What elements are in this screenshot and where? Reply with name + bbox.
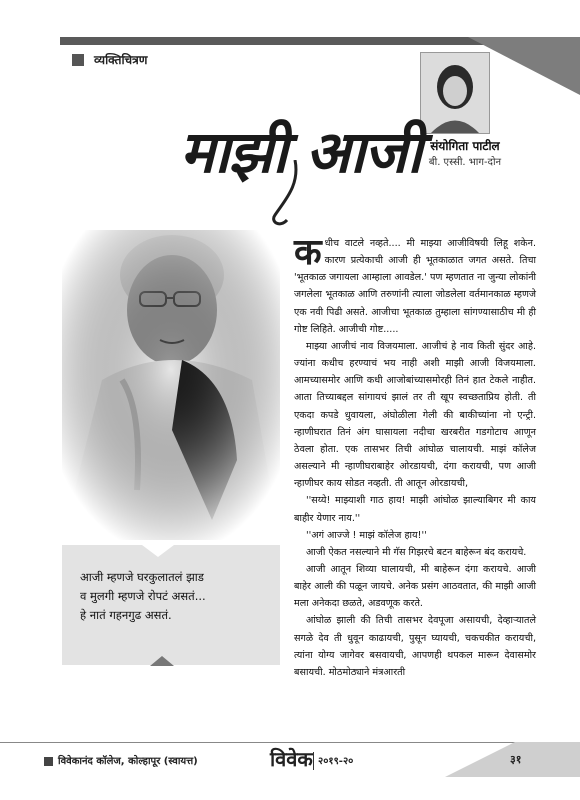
quote-notch-top: [142, 545, 174, 557]
article-paragraph: कधीच वाटले नव्हते.... मी माझ्या आजीविषयी लिहू शकेन. कारण प्रत्येकाची आजी ही भूतकाळात जगत असते. तिचा 'भूतकाळ जगायला आम्हाला आवडेल.' पण म्हणतात ना जुन्या लोकांनी जगलेला भूतकाळ आणि तरुणांनी त्याला जोडलेला वर्तमानकाळ म्हणजे एक नवी पिढी असते. आजीचा भूतकाळ तुम्हाला सांगण्यासाठीच मी ही गोष्ट लिहिते. आजीची गोष्ट.....: [294, 231, 536, 335]
pull-quote-line: व मुलगी म्हणजे रोपटं असतं...: [80, 589, 206, 603]
grandmother-portrait: [62, 230, 280, 540]
pull-quote-line: हे नातं गहनगुढ असतं.: [80, 608, 172, 622]
footer-masthead: विवेक: [270, 747, 313, 771]
article-title: माझी आजी: [180, 118, 422, 186]
article-paragraph: आजी ऐकत नसल्याने मी गॅस गिझरचे बटन बाहेरून बंद करायचे.: [306, 546, 527, 558]
title-swirl-ornament: [255, 160, 335, 230]
article-paragraph: आंघोळ झाली की तिची तासभर देवपूजा असायची, देव्हाऱ्यातले सगळे देव ती धुवून काढायची, पुसून घ्यायची, चकचकीत करायची, त्यांना योग्य जागेवर बसवायची, आपणही थपकल मारून देवासमोर बसायची. मोठमोठ्याने मंत्रआरती: [294, 615, 536, 678]
page-number: ३१: [510, 753, 522, 766]
footer-year: २०१९-२०: [318, 756, 354, 767]
section-square-icon: [72, 54, 84, 66]
grandmother-portrait-image: [62, 230, 280, 540]
footer-square-icon: [44, 757, 53, 766]
quote-notch-bottom: [150, 656, 174, 666]
section-header: [72, 50, 432, 70]
article-paragraph: माझ्या आजीचं नाव विजयमाला. आजीचं हे नाव किती सुंदर आहे. ज्यांना कधीच हरण्याचं भय नाही अशी माझी आजी विजयमाला. आमच्यासमोर आणि कधी आजोबांच्यासमोरही तिनं हात टेकले नाहीत. आता तिच्याबद्दल सांगायचं झालं तर ती खूप स्वच्छताप्रिय होती. ती एकदा कपडे धुवायला, अंघोळीला गेली की बाकीच्यांना नो एन्ट्री. न्हाणीघरात तिनं अंग घासायला नदीचा खरबरीत गडगोटाच आणून ठेवला होता. एक तासभर तिची आंघोळ चालायची. माझं कॉलेज असल्याने मी न्हाणीघराबाहेर ओरडायची, दंगा करायची, पण आजी न्हाणीघर काय सोडत नव्हती. ती आतून ओरडायची,: [294, 340, 536, 490]
author-photo: [420, 52, 490, 134]
article-paragraph: ''अगं आज्जे ! माझं कॉलेज हाय!'': [306, 529, 427, 541]
section-label: व्यक्तिचित्रण: [94, 53, 148, 67]
footer-college: विवेकानंद कॉलेज, कोल्हापूर (स्वायत्त): [58, 756, 198, 767]
pull-quote: [80, 568, 270, 625]
footer-corner-block: [515, 742, 580, 777]
author-class: बी. एस्सी. भाग-दोन: [428, 157, 502, 168]
article-paragraph: आजी आतून शिव्या घालायची, मी बाहेरून दंगा करायचे. आजी बाहेर आली की पळून जायचे. अनेक प्रसंग आठवतात, की माझी आजी मला अनेकदा छळते, अडवणूक करते.: [294, 563, 536, 610]
footer-separator: [313, 752, 314, 770]
article-body: [294, 231, 536, 681]
dropcap: क: [294, 231, 322, 273]
pull-quote-line: आजी म्हणजे घरकुलातलं झाड: [80, 570, 204, 584]
author-photo-image: [421, 53, 489, 133]
footer-triangle: [445, 742, 515, 777]
article-paragraph: ''सय्ये! माझ्याशी गाठ हाय! माझी आंघोळ झाल्याबिगर मी काय बाहीर येणार नाय.'': [294, 495, 536, 524]
author-name: संयोगिता पाटील: [430, 139, 500, 153]
